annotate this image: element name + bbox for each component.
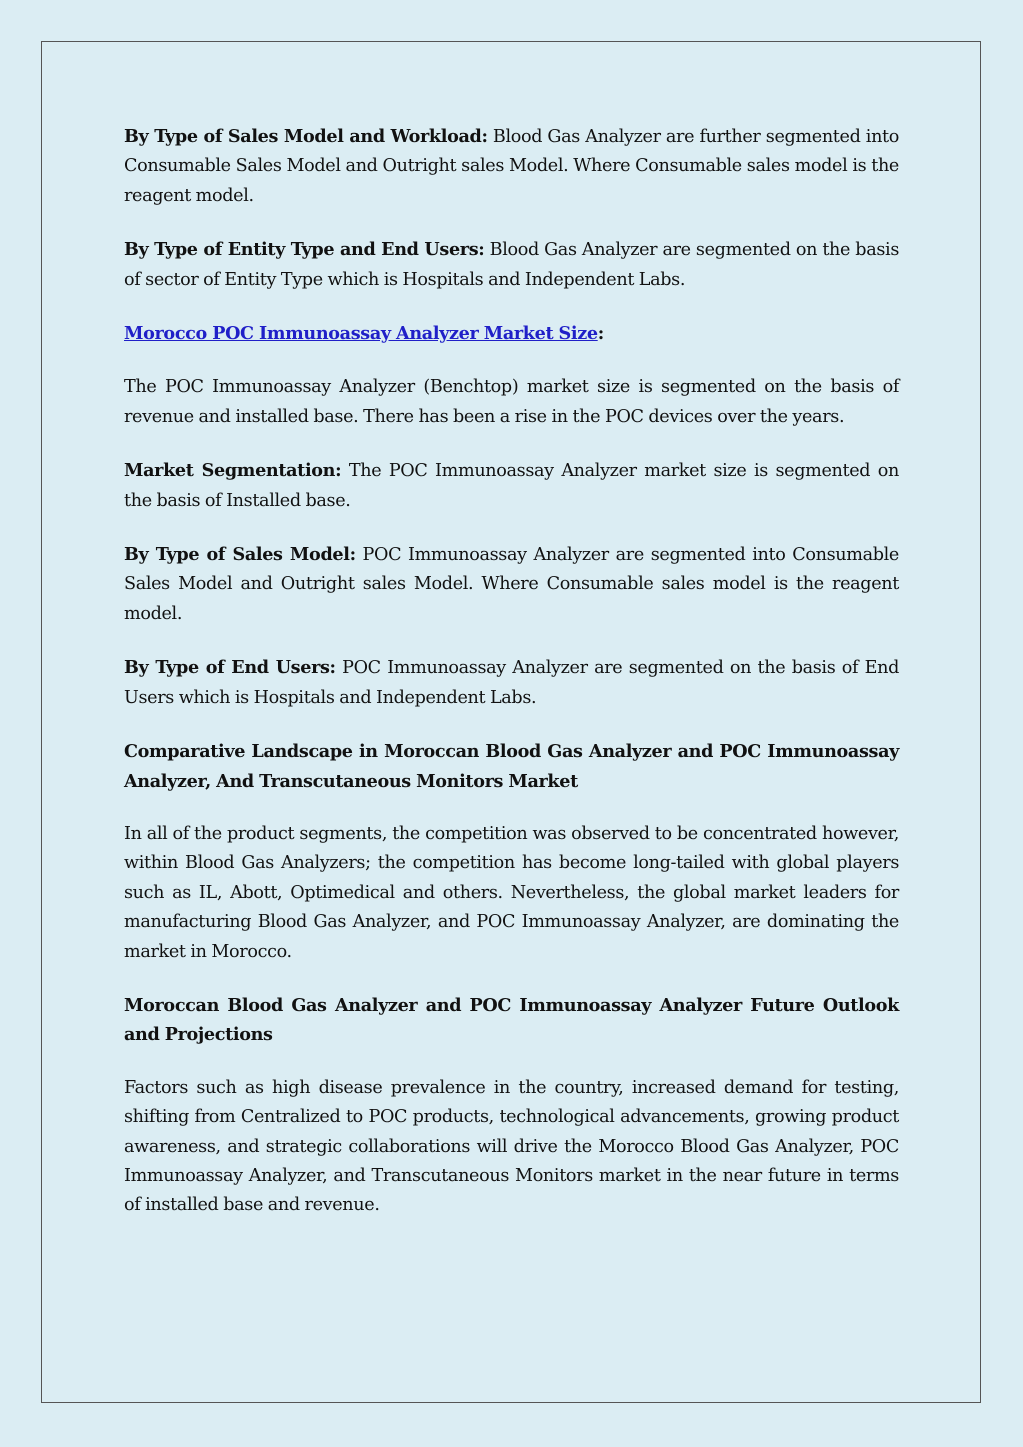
competition-paragraph — [124, 820, 899, 967]
paragraph-lead: By Type of Sales Model: — [124, 544, 356, 566]
paragraph-lead: By Type of End Users: — [124, 657, 336, 679]
link-suffix: : — [597, 323, 604, 345]
paragraph-lead: By Type of Entity Type and End Users: — [124, 239, 485, 261]
paragraph-text: In all of the product segments, the competition was observed to be concentrated however, within Blood Gas Analyzers; the competition has become long-tailed with global players such as IL, Abott, Optimedical and others. Nevertheless, the global market leaders for manufacturing Blood Gas Analyzer, and POC Immunoassay Analyzer, are dominating the market in Morocco. — [124, 823, 899, 962]
end-users-paragraph — [124, 653, 899, 713]
paragraph-text: Blood Gas Analyzer are further segmented into Consumable Sales Model and Outright sales Model. Where Consumable sales model is the reagent model. — [124, 127, 900, 206]
sales-model-paragraph — [124, 540, 899, 629]
paragraph-text: POC Immunoassay Analyzer are segmented on the basis of End Users which is Hospitals and Independent Labs. — [124, 658, 899, 708]
sales-model-workload-paragraph — [124, 122, 899, 211]
paragraph-text: Factors such as high disease prevalence in the country, increased demand for testing, shifting from Centralized to POC products, technological advancements, growing product awareness, and strategic collaborations will drive the Morocco Blood Gas Analyzer, POC Immunoassay Analyzer, and Transcutaneous Monitors market in the near future in terms of installed base and revenue. — [124, 1077, 899, 1216]
paragraph-text: The POC Immunoassay Analyzer (Benchtop) market size is segmented on the basis of revenue and installed base. There has been a rise in the POC devices over the years. — [124, 377, 899, 427]
section-link-line — [124, 319, 899, 349]
paragraph-lead: Market Segmentation: — [124, 460, 342, 482]
paragraph-text: POC Immunoassay Analyzer are segmented into Consumable Sales Model and Outright sales Model. Where Consumable sales model is the reagent model. — [124, 545, 899, 624]
paragraph-lead: By Type of Sales Model and Workload: — [124, 126, 488, 147]
future-outlook-heading: Moroccan Blood Gas Analyzer and POC Immunoassay Analyzer Future Outlook and Projections — [124, 994, 899, 1046]
market-size-link[interactable]: Morocco POC Immunoassay Analyzer Market Size — [124, 323, 598, 345]
comparative-landscape-heading: Comparative Landscape in Moroccan Blood Gas Analyzer and POC Immunoassay Analyzer, And Transcutaneous Monitors Market — [124, 741, 899, 792]
paragraph-text: Blood Gas Analyzer are segmented on the basis of sector of Entity Type which is Hospitals and Independent Labs. — [124, 240, 899, 290]
document-body — [124, 122, 899, 1245]
future-outlook-paragraph — [124, 1074, 899, 1221]
entity-type-end-users-paragraph — [124, 235, 899, 295]
benchtop-market-size-paragraph — [124, 373, 899, 432]
paragraph-text: The POC Immunoassay Analyzer market size is segmented on the basis of Installed base. — [124, 461, 899, 511]
market-segmentation-paragraph — [124, 456, 899, 516]
